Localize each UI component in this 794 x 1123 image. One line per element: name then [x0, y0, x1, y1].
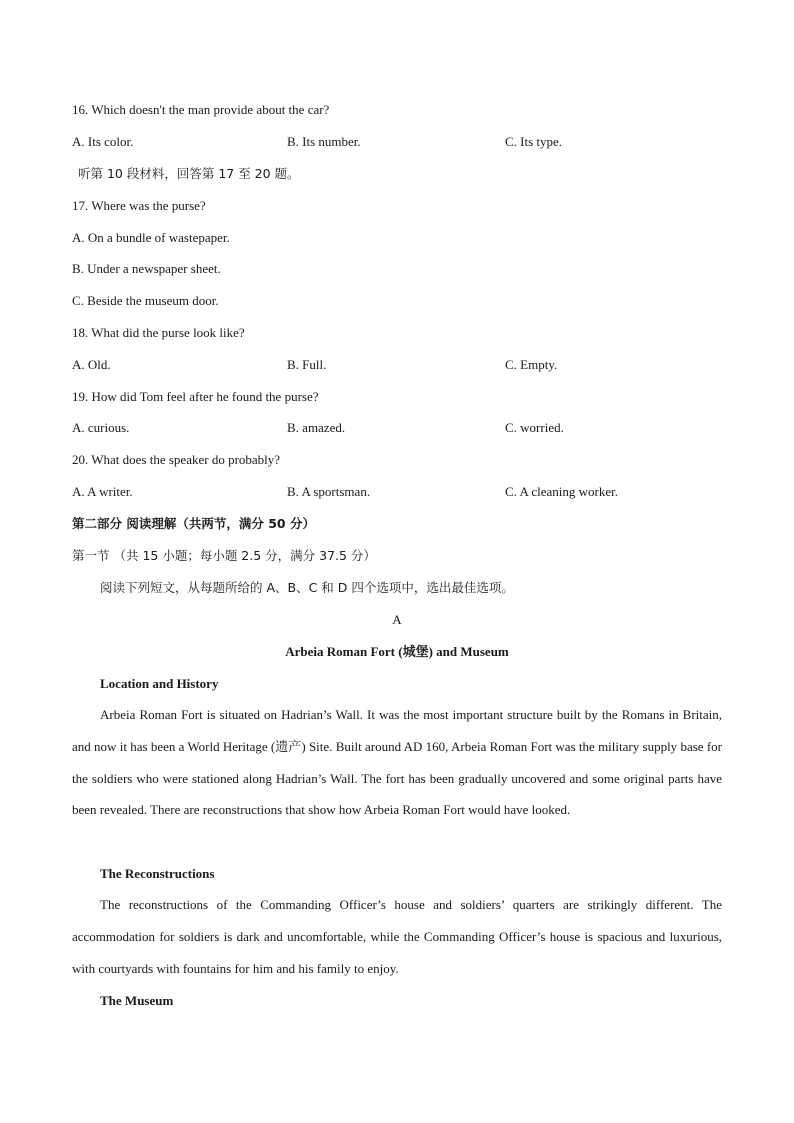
option-a: A. Old. [72, 357, 111, 372]
option-a: A. Its color. [72, 134, 134, 149]
passage-label: A [392, 612, 402, 627]
option-a: A. curious. [72, 420, 130, 435]
listening-instruction: 听第 10 段材料，回答第 17 至 20 题。 [78, 166, 300, 181]
passage-title: Arbeia Roman Fort (城堡) and Museum [285, 644, 509, 659]
section1-heading: 第一节 （共 15 小题；每小题 2.5 分，满分 37.5 分） [72, 548, 376, 563]
option-c: C. A cleaning worker. [505, 484, 619, 499]
option-b: B. amazed. [287, 420, 346, 435]
option-a: A. A writer. [72, 484, 133, 499]
section-heading: The Reconstructions [100, 866, 215, 881]
question-20-stem: 20. What does the speaker do probably? [72, 452, 281, 467]
question-17-option-c: C. Beside the museum door. [72, 293, 219, 308]
reading-instruction: 阅读下列短文，从每题所给的 A、B、C 和 D 四个选项中，选出最佳选项。 [100, 580, 514, 595]
option-c: C. Empty. [505, 357, 558, 372]
option-b: B. Full. [287, 357, 327, 372]
option-c: C. worried. [505, 420, 564, 435]
part2-heading: 第二部分 阅读理解（共两节，满分 50 分） [72, 516, 315, 531]
option-c: C. Its type. [505, 134, 563, 149]
question-16-stem: 16. Which doesn't the man provide about the car? [72, 102, 330, 117]
paragraph: The reconstructions of the Commanding Officer’s house and soldiers’ quarters are strikingly different. The accommodation for soldiers is dark and uncomfortable, while the Commanding Officer’s house is spacious and luxurious, with courtyards with fountains for him and his family to enjoy. [72, 897, 722, 976]
option-b: B. A sportsman. [287, 484, 371, 499]
section-heading: Location and History [100, 676, 219, 691]
option-b: B. Its number. [287, 134, 361, 149]
section-heading: The Museum [100, 993, 174, 1008]
question-17-option-b: B. Under a newspaper sheet. [72, 261, 221, 276]
question-19-stem: 19. How did Tom feel after he found the purse? [72, 389, 319, 404]
question-18-stem: 18. What did the purse look like? [72, 325, 245, 340]
question-17-stem: 17. Where was the purse? [72, 198, 206, 213]
paragraph: Arbeia Roman Fort is situated on Hadrian’s Wall. It was the most important structure built by the Romans in Britain, and now it has been a World Heritage (遗产) Site. Built around AD 160, Arbeia Roman Fort was the military supply base for the soldiers who were stationed along Hadrian’s Wall. The fort has been gradually uncovered and some original parts have been revealed. There are reconstructions that show how Arbeia Roman Fort would have looked. [72, 707, 722, 818]
question-17-option-a: A. On a bundle of wastepaper. [72, 230, 230, 245]
